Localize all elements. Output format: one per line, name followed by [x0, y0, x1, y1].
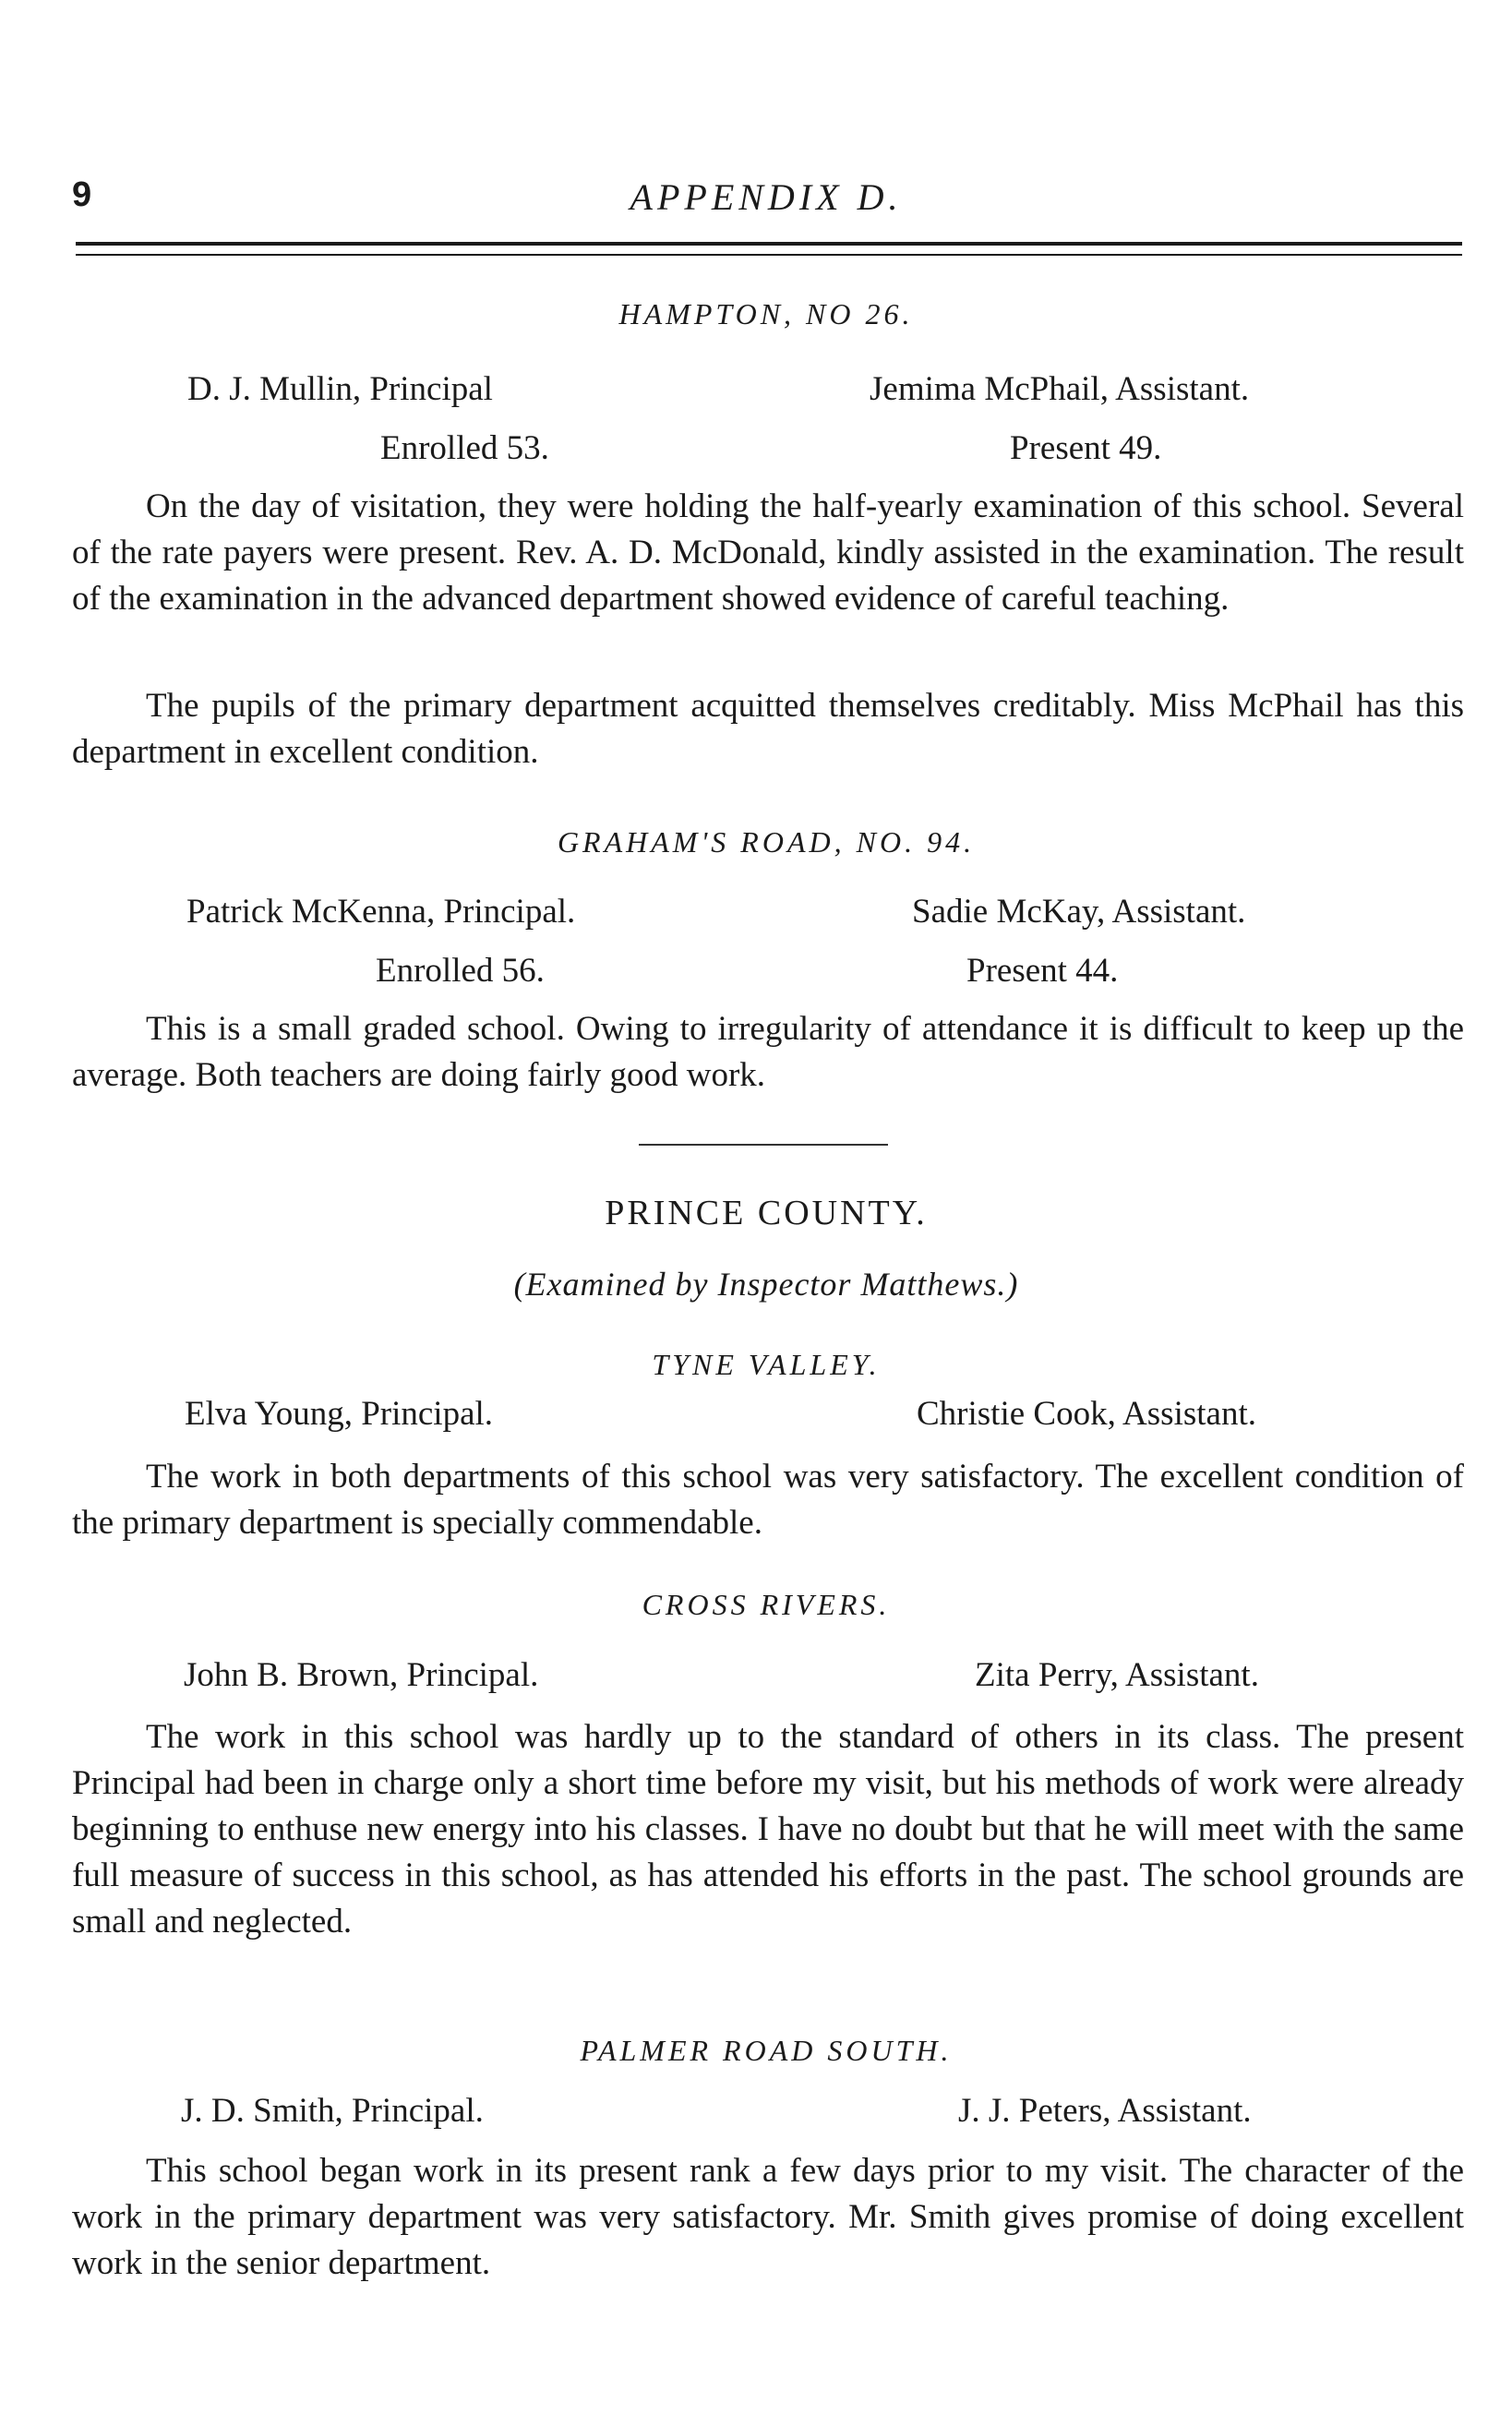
grahams-road-present: Present 44. — [966, 952, 1119, 990]
section-title-cross-rivers: CROSS RIVERS. — [642, 1588, 891, 1621]
section-divider — [639, 1144, 888, 1146]
grahams-road-enrolled: Enrolled 56. — [376, 952, 545, 990]
section-title-hampton: HAMPTON, NO 26. — [618, 297, 914, 330]
grahams-road-principal: Patrick McKenna, Principal. — [186, 893, 576, 931]
grahams-road-assistant: Sadie McKay, Assistant. — [912, 893, 1246, 931]
tyne-valley-assistant: Christie Cook, Assistant. — [917, 1395, 1256, 1433]
palmer-road-south-assistant: J. J. Peters, Assistant. — [958, 2092, 1252, 2130]
header-rule-thin — [76, 254, 1462, 256]
grahams-road-paragraph-1: This is a small graded school. Owing to irregularity of attendance it is difficult to keep up the average. Both teachers are doing fairly good work. — [72, 1010, 1464, 1094]
section-title-grahams-road: GRAHAM'S ROAD, NO. 94. — [557, 825, 976, 859]
header-rule-thick — [76, 242, 1462, 246]
section-title-palmer-road-south: PALMER ROAD SOUTH. — [580, 2034, 953, 2067]
county-heading: PRINCE COUNTY. — [605, 1194, 928, 1232]
hampton-present: Present 49. — [1010, 429, 1162, 467]
running-header-title: APPENDIX D. — [630, 176, 903, 218]
hampton-assistant: Jemima McPhail, Assistant. — [870, 370, 1250, 408]
cross-rivers-assistant: Zita Perry, Assistant. — [975, 1656, 1259, 1694]
tyne-valley-principal: Elva Young, Principal. — [185, 1395, 494, 1433]
tyne-valley-paragraph-1: The work in both departments of this school was very satisfactory. The excellent condition of the primary department is specially commendable. — [72, 1458, 1464, 1542]
palmer-road-south-paragraph-1: This school began work in its present rank a few days prior to my visit. The character of the work in the primary department was very satisfactory. Mr. Smith gives promise of doing excellent work in the senior department. — [72, 2152, 1464, 2282]
hampton-paragraph-2: The pupils of the primary department acquitted themselves creditably. Miss McPhail has this department in excellent condition. — [72, 687, 1464, 771]
hampton-principal: D. J. Mullin, Principal — [187, 370, 493, 408]
palmer-road-south-principal: J. D. Smith, Principal. — [181, 2092, 484, 2130]
cross-rivers-principal: John B. Brown, Principal. — [184, 1656, 539, 1694]
section-title-tyne-valley: TYNE VALLEY. — [652, 1348, 881, 1381]
hampton-paragraph-1: On the day of visitation, they were holding the half-yearly examination of this school. Several of the rate payers were present. Rev. A. D. McDonald, kindly assisted in the examination. The result of the examination in the advanced department showed evidence of careful teaching. — [72, 487, 1464, 618]
examiner-note: (Examined by Inspector Matthews.) — [513, 1266, 1019, 1303]
page-number: 9 — [72, 175, 92, 214]
hampton-enrolled: Enrolled 53. — [380, 429, 549, 467]
cross-rivers-paragraph-1: The work in this school was hardly up to the standard of others in its class. The present Principal had been in charge only a short time before my visit, but his methods of work were already beginning to enthuse new energy into his classes. I have no doubt but that he will meet with the same full measure of success in this school, as has attended his efforts in the past. The school grounds are small and neglected. — [72, 1718, 1464, 1940]
